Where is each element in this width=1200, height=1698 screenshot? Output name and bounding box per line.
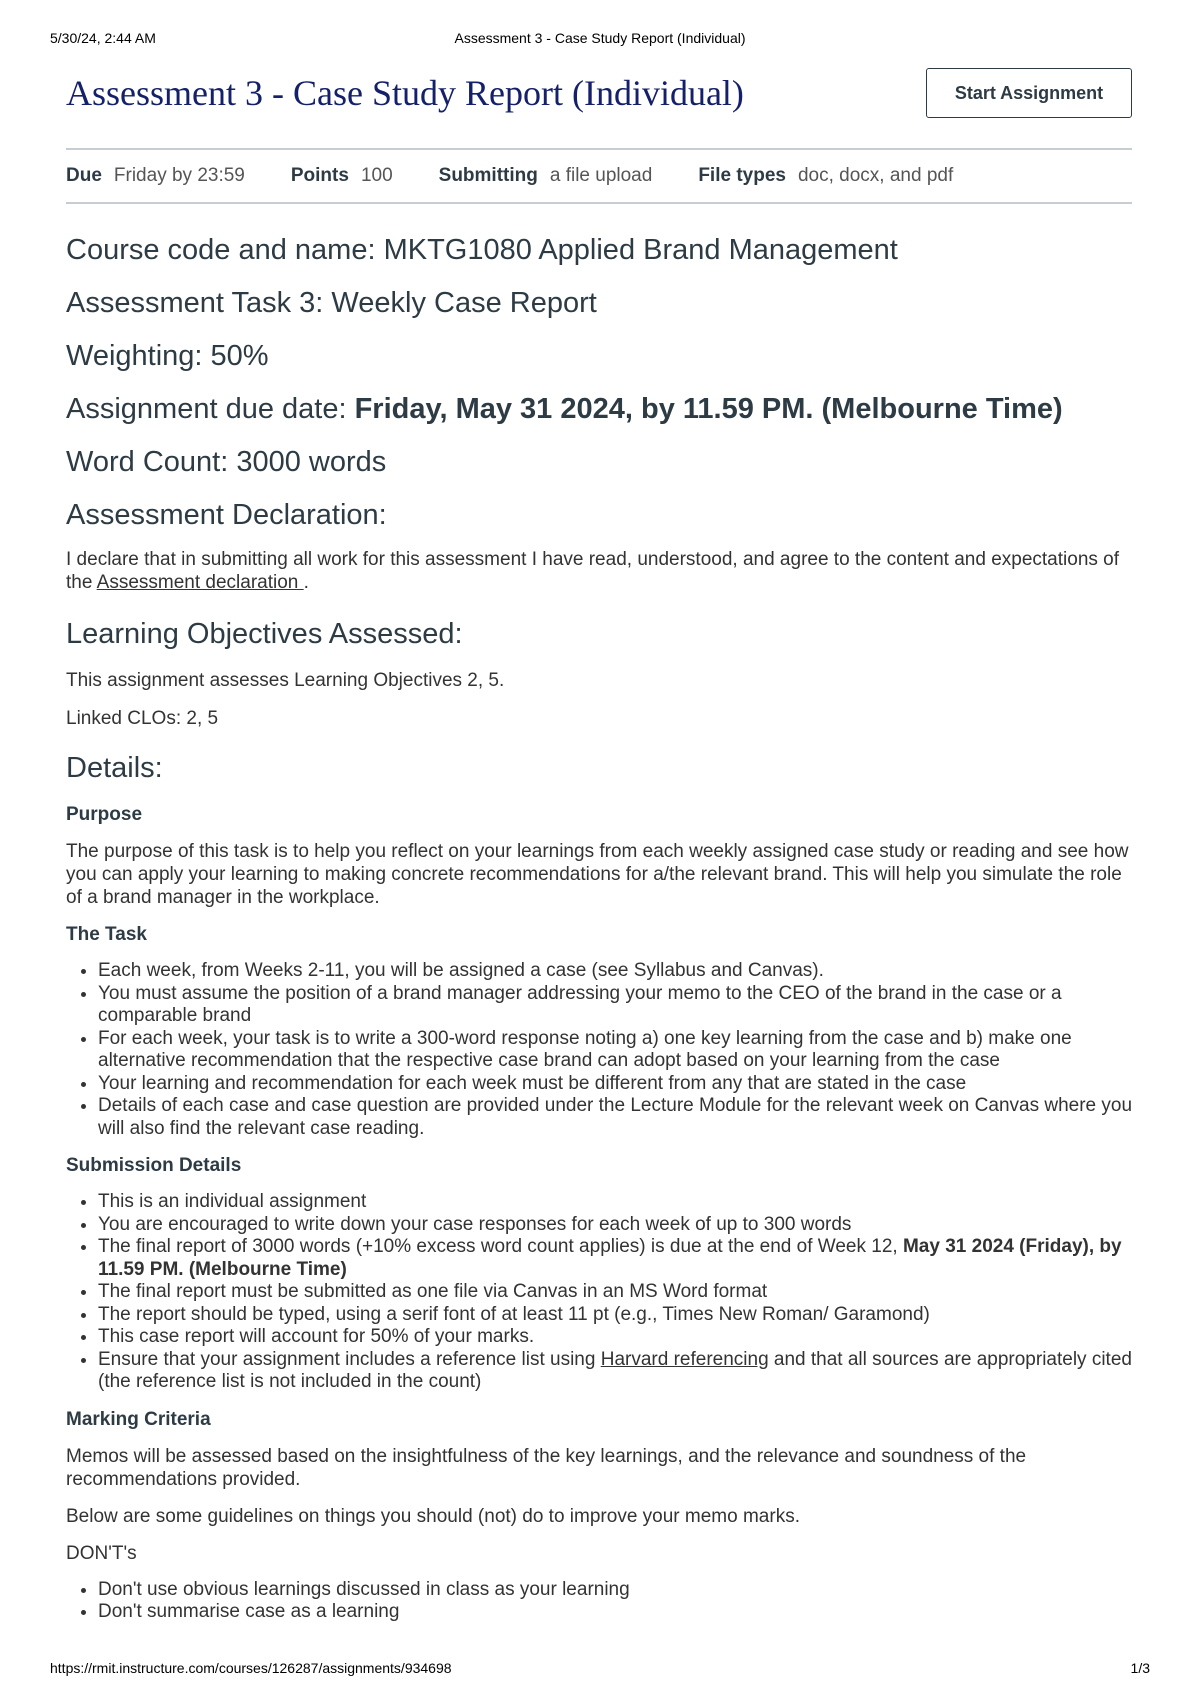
donts-list	[66, 1579, 1132, 1624]
filetypes-detail	[698, 165, 953, 187]
print-datetime: 5/30/24, 2:44 AM	[50, 30, 156, 46]
list-item	[98, 1349, 1132, 1394]
due-detail	[66, 165, 245, 187]
declaration-text	[66, 548, 1132, 594]
list-item: • This is an individual assignment	[98, 1191, 1132, 1214]
assessment-declaration-link[interactable]: Assessment declaration	[96, 572, 304, 593]
due-date-bold: Friday, May 31 2024, by 11.59 PM. (Melbourne Time)	[354, 393, 1063, 425]
points-value: 100	[360, 165, 393, 186]
declaration-body: I declare that in submitting all work for this assessment I have read, understood, and agree to the content and expectations of the	[66, 549, 1120, 593]
start-assignment-button[interactable]: Start Assignment	[926, 68, 1132, 118]
list-item: • This case report will account for 50% of your marks.	[98, 1326, 1132, 1349]
title-row	[66, 68, 1132, 148]
objectives-heading: Learning Objectives Assessed:	[66, 618, 463, 650]
harvard-referencing-link[interactable]: Harvard referencing	[600, 1348, 769, 1370]
submission-heading: Submission Details	[66, 1155, 242, 1176]
submitting-value: a file upload	[549, 165, 653, 186]
list-item: • Your learning and recommendation for each week must be different from any that are stated in the case	[98, 1073, 1132, 1096]
details-heading: Details:	[66, 752, 163, 784]
task-heading: The Task	[66, 924, 147, 945]
clos-text: Linked CLOs: 2, 5	[66, 708, 219, 729]
page-url: https://rmit.instructure.com/courses/126287/assignments/934698	[50, 1660, 452, 1676]
submission-item7-prefix: Ensure that your assignment includes a reference list using	[98, 1348, 601, 1370]
purpose-text: The purpose of this task is to help you reflect on your learnings from each weekly assigned case study or reading and see how you can apply your learning to making concrete recommendations for a/the relevant brand. This will help you simulate the role of a brand manager in the workplace.	[66, 841, 1129, 908]
declaration-heading: Assessment Declaration:	[66, 499, 387, 531]
list-item: • Each week, from Weeks 2-11, you will be assigned a case (see Syllabus and Canvas).	[98, 960, 1132, 983]
purpose-heading: Purpose	[66, 804, 143, 825]
list-item	[98, 1236, 1132, 1281]
page-title: Assessment 3 - Case Study Report (Individual)	[66, 73, 744, 113]
print-doc-title: Assessment 3 - Case Study Report (Individual)	[454, 30, 746, 46]
list-item: • Details of each case and case question are provided under the Lecture Module for the relevant week on Canvas where you will also find the relevant case reading.	[98, 1095, 1132, 1140]
assignment-content	[66, 68, 1132, 1624]
submission-item3-text: The final report of 3000 words (+10% excess word count applies) is due at the end of Week 12,	[98, 1236, 903, 1257]
submitting-detail	[439, 165, 653, 187]
due-date-line	[66, 383, 1132, 436]
declaration-end: .	[303, 572, 309, 593]
list-item: • Don't summarise case as a learning	[98, 1601, 1132, 1624]
list-item: • You must assume the position of a brand manager addressing your memo to the CEO of the brand in the case or a comparable brand	[98, 983, 1132, 1028]
filetypes-value: doc, docx, and pdf	[797, 165, 954, 186]
list-item: • The final report must be submitted as one file via Canvas in an MS Word format	[98, 1281, 1132, 1304]
due-label: Due	[66, 165, 102, 186]
list-item: • Don't use obvious learnings discussed in class as your learning	[98, 1579, 1132, 1602]
submission-item7-suffix: and that all sources are appropriately cited (the reference list is not included in the count)	[98, 1348, 1132, 1392]
donts-heading: DON'T's	[66, 1542, 137, 1564]
task-line: Assessment Task 3: Weekly Case Report	[66, 287, 597, 319]
due-date-prefix: Assignment due date:	[66, 393, 355, 425]
list-item: • The report should be typed, using a serif font of at least 11 pt (e.g., Times New Roman/ Garamond)	[98, 1304, 1132, 1327]
submission-item3-bold: May 31 2024 (Friday), by 11.59 PM. (Melbourne Time)	[98, 1236, 1122, 1280]
points-label: Points	[290, 165, 349, 186]
marking-text: Memos will be assessed based on the insightfulness of the key learnings, and the relevance and soundness of the recommendations provided.	[66, 1445, 1027, 1490]
submitting-label: Submitting	[438, 165, 538, 186]
guidelines-text: Below are some guidelines on things you should (not) do to improve your memo marks.	[66, 1505, 800, 1527]
due-value: Friday by 23:59	[113, 165, 245, 186]
course-line: Course code and name: MKTG1080 Applied Brand Management	[66, 234, 898, 266]
submission-list	[66, 1191, 1132, 1394]
wordcount-line: Word Count: 3000 words	[66, 446, 387, 478]
points-detail	[291, 165, 393, 187]
task-list	[66, 960, 1132, 1140]
weighting-line: Weighting: 50%	[66, 340, 269, 372]
filetypes-label: File types	[698, 165, 786, 186]
assignment-details-bar	[66, 148, 1132, 204]
marking-heading: Marking Criteria	[66, 1408, 211, 1430]
page-number: 1/3	[1130, 1660, 1150, 1676]
objectives-text: This assignment assesses Learning Objectives 2, 5.	[66, 670, 505, 691]
list-item: • For each week, your task is to write a 300-word response noting a) one key learning from the case and b) make one alternative recommendation that the respective case brand can adopt based on your learning from the case	[98, 1028, 1132, 1073]
list-item: • You are encouraged to write down your case responses for each week of up to 300 words	[98, 1214, 1132, 1237]
